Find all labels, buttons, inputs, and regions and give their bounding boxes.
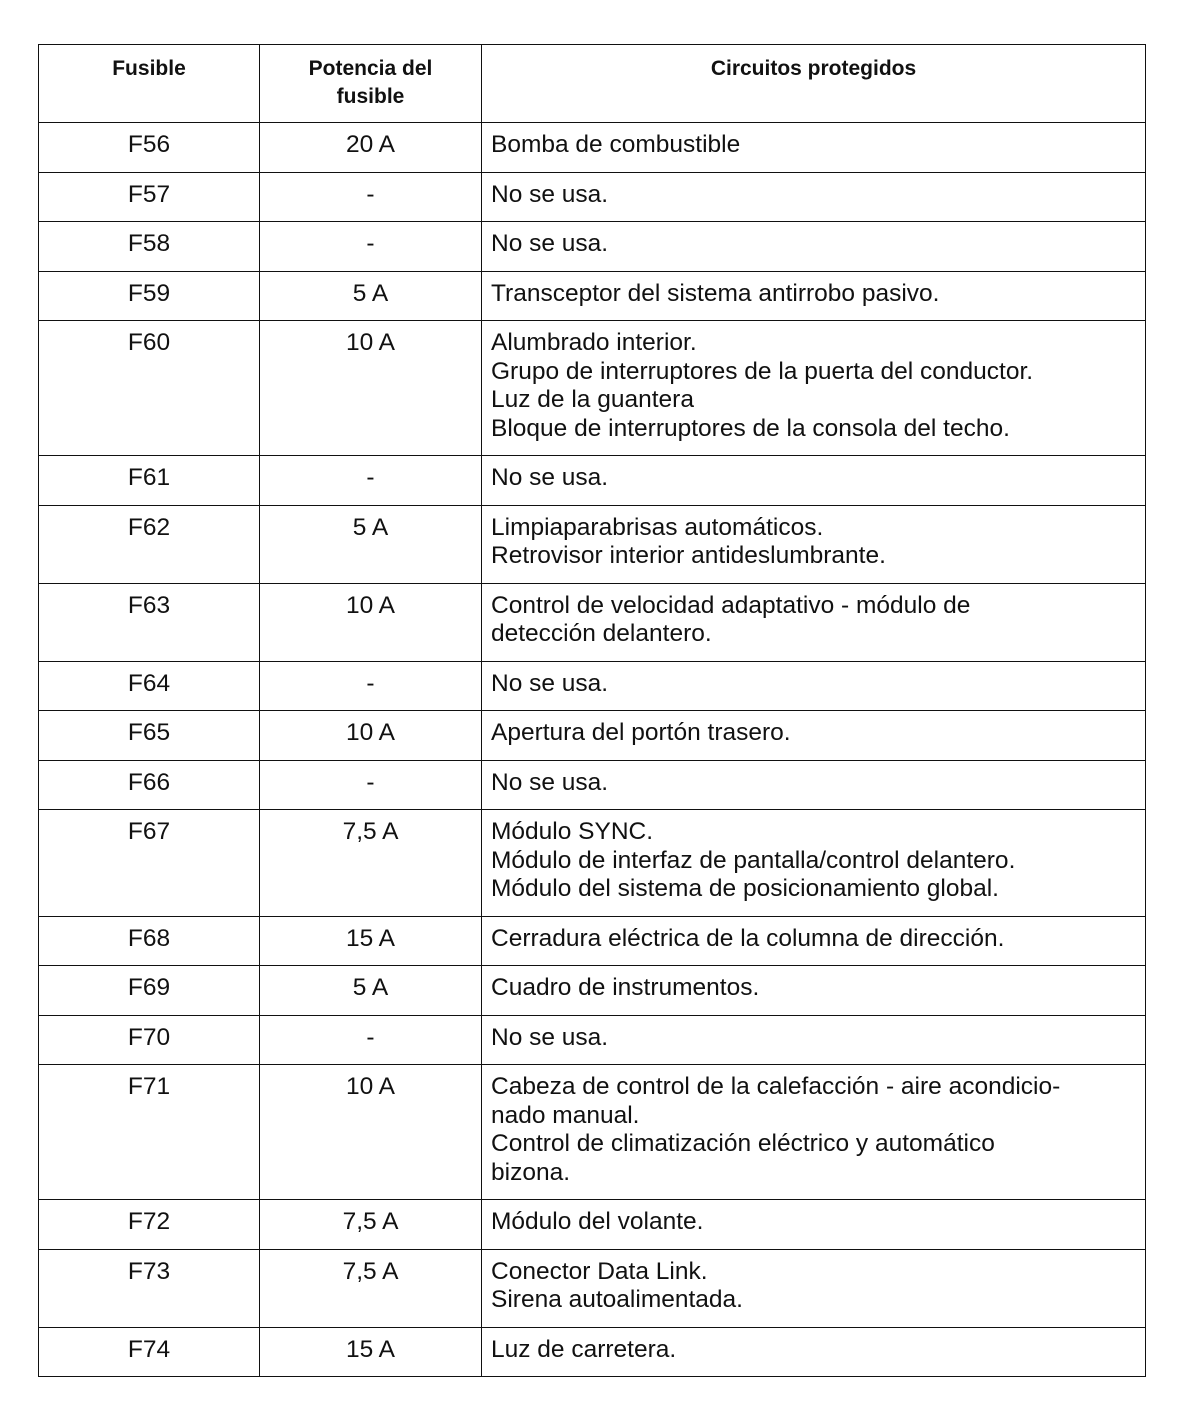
circuit-line: Limpiaparabrisas automáticos. xyxy=(491,513,824,541)
circuit-line: nado manual. xyxy=(491,1101,640,1129)
rating-cell: 10 A xyxy=(260,321,482,456)
rating-cell: 20 A xyxy=(260,123,482,173)
fuse-cell: F64 xyxy=(39,661,260,711)
circuits-cell xyxy=(482,966,1146,1016)
circuit-line: Control de velocidad adaptativo - módulo de xyxy=(491,591,971,619)
fuse-cell: F73 xyxy=(39,1249,260,1327)
table-row xyxy=(39,456,1146,506)
circuit-line: Módulo de interfaz de pantalla/control delantero. xyxy=(491,846,1016,874)
rating-cell: 7,5 A xyxy=(260,1200,482,1250)
circuit-line: Cerradura eléctrica de la columna de dirección. xyxy=(491,924,1005,952)
circuit-line: No se usa. xyxy=(491,464,609,491)
circuit-line: Cabeza de control de la calefacción - aire acondicio- xyxy=(491,1073,1061,1100)
circuit-line: No se usa. xyxy=(491,180,609,208)
rating-cell: 10 A xyxy=(260,583,482,661)
circuit-line: Sirena autoalimentada. xyxy=(491,1286,743,1313)
fuse-table xyxy=(38,44,1146,1377)
fuse-cell: F59 xyxy=(39,271,260,321)
rating-cell: 15 A xyxy=(260,1327,482,1377)
circuits-cell xyxy=(482,711,1146,761)
rating-cell: - xyxy=(260,760,482,810)
fuse-cell: F60 xyxy=(39,321,260,456)
circuit-line: No se usa. xyxy=(491,669,609,697)
table-row xyxy=(39,172,1146,222)
rating-cell: - xyxy=(260,172,482,222)
circuit-line: bizona. xyxy=(491,1158,571,1186)
table-row xyxy=(39,123,1146,173)
header-fuse: Fusible xyxy=(39,45,260,123)
circuit-line: Grupo de interruptores de la puerta del conductor. xyxy=(491,357,1034,385)
fuse-cell: F62 xyxy=(39,505,260,583)
fuse-cell: F69 xyxy=(39,966,260,1016)
table-row xyxy=(39,711,1146,761)
circuits-cell xyxy=(482,1200,1146,1250)
table-row xyxy=(39,271,1146,321)
rating-cell: 10 A xyxy=(260,1065,482,1200)
rating-cell: 5 A xyxy=(260,271,482,321)
fuse-cell: F58 xyxy=(39,222,260,272)
fuse-cell: F63 xyxy=(39,583,260,661)
circuit-line: Módulo del sistema de posicionamiento global. xyxy=(491,875,999,902)
circuit-line: Conector Data Link. xyxy=(491,1257,708,1285)
fuse-cell: F61 xyxy=(39,456,260,506)
fuse-cell: F74 xyxy=(39,1327,260,1377)
circuits-cell xyxy=(482,583,1146,661)
table-row xyxy=(39,583,1146,661)
header-row xyxy=(39,45,1146,123)
rating-cell: 7,5 A xyxy=(260,1249,482,1327)
rating-cell: 10 A xyxy=(260,711,482,761)
circuit-line: Apertura del portón trasero. xyxy=(491,719,791,746)
circuit-line: No se usa. xyxy=(491,1023,609,1051)
circuits-cell xyxy=(482,505,1146,583)
table-row xyxy=(39,661,1146,711)
header-rating-label: Potencia del fusible xyxy=(308,57,433,108)
circuit-line: Control de climatización eléctrico y automático xyxy=(491,1130,995,1157)
fuse-cell: F65 xyxy=(39,711,260,761)
table-row xyxy=(39,810,1146,917)
circuits-cell xyxy=(482,271,1146,321)
rating-cell: 5 A xyxy=(260,505,482,583)
circuits-cell xyxy=(482,222,1146,272)
rating-cell: - xyxy=(260,222,482,272)
circuits-cell xyxy=(482,810,1146,917)
header-rating xyxy=(260,45,482,123)
circuit-line: Módulo SYNC. xyxy=(491,818,654,845)
rating-cell: - xyxy=(260,1015,482,1065)
rating-cell: - xyxy=(260,661,482,711)
circuits-cell xyxy=(482,1015,1146,1065)
table-row xyxy=(39,321,1146,456)
fuse-cell: F70 xyxy=(39,1015,260,1065)
table-row xyxy=(39,1200,1146,1250)
table-row xyxy=(39,966,1146,1016)
circuit-line: Luz de la guantera xyxy=(491,386,694,413)
circuits-cell xyxy=(482,172,1146,222)
circuits-cell xyxy=(482,321,1146,456)
circuits-cell xyxy=(482,123,1146,173)
fuse-cell: F72 xyxy=(39,1200,260,1250)
circuits-cell xyxy=(482,661,1146,711)
circuits-cell xyxy=(482,760,1146,810)
circuit-line: Transceptor del sistema antirrobo pasivo. xyxy=(491,279,940,307)
table-row xyxy=(39,1249,1146,1327)
circuit-line: Alumbrado interior. xyxy=(491,329,697,356)
circuit-line: Bomba de combustible xyxy=(491,131,741,158)
circuit-line: Retrovisor interior antideslumbrante. xyxy=(491,542,886,569)
table-row xyxy=(39,1065,1146,1200)
circuit-line: Luz de carretera. xyxy=(491,1335,677,1363)
rating-cell: 5 A xyxy=(260,966,482,1016)
table-row xyxy=(39,1015,1146,1065)
circuits-cell xyxy=(482,1249,1146,1327)
table-row xyxy=(39,760,1146,810)
circuits-cell xyxy=(482,456,1146,506)
fuse-cell: F57 xyxy=(39,172,260,222)
circuits-cell xyxy=(482,1065,1146,1200)
fuse-cell: F56 xyxy=(39,123,260,173)
table-row xyxy=(39,222,1146,272)
circuit-line: Cuadro de instrumentos. xyxy=(491,974,760,1001)
circuit-line: detección delantero. xyxy=(491,620,712,647)
table-row xyxy=(39,916,1146,966)
circuit-line: No se usa. xyxy=(491,230,609,257)
table-row xyxy=(39,505,1146,583)
circuit-line: Módulo del volante. xyxy=(491,1208,704,1235)
circuit-line: No se usa. xyxy=(491,768,609,796)
circuits-cell xyxy=(482,916,1146,966)
fuse-cell: F71 xyxy=(39,1065,260,1200)
circuits-cell xyxy=(482,1327,1146,1377)
table-row xyxy=(39,1327,1146,1377)
fuse-cell: F67 xyxy=(39,810,260,917)
header-circuits: Circuitos protegidos xyxy=(482,45,1146,123)
circuit-line: Bloque de interruptores de la consola del techo. xyxy=(491,414,1010,442)
rating-cell: 7,5 A xyxy=(260,810,482,917)
fuse-cell: F66 xyxy=(39,760,260,810)
fuse-cell: F68 xyxy=(39,916,260,966)
rating-cell: - xyxy=(260,456,482,506)
rating-cell: 15 A xyxy=(260,916,482,966)
